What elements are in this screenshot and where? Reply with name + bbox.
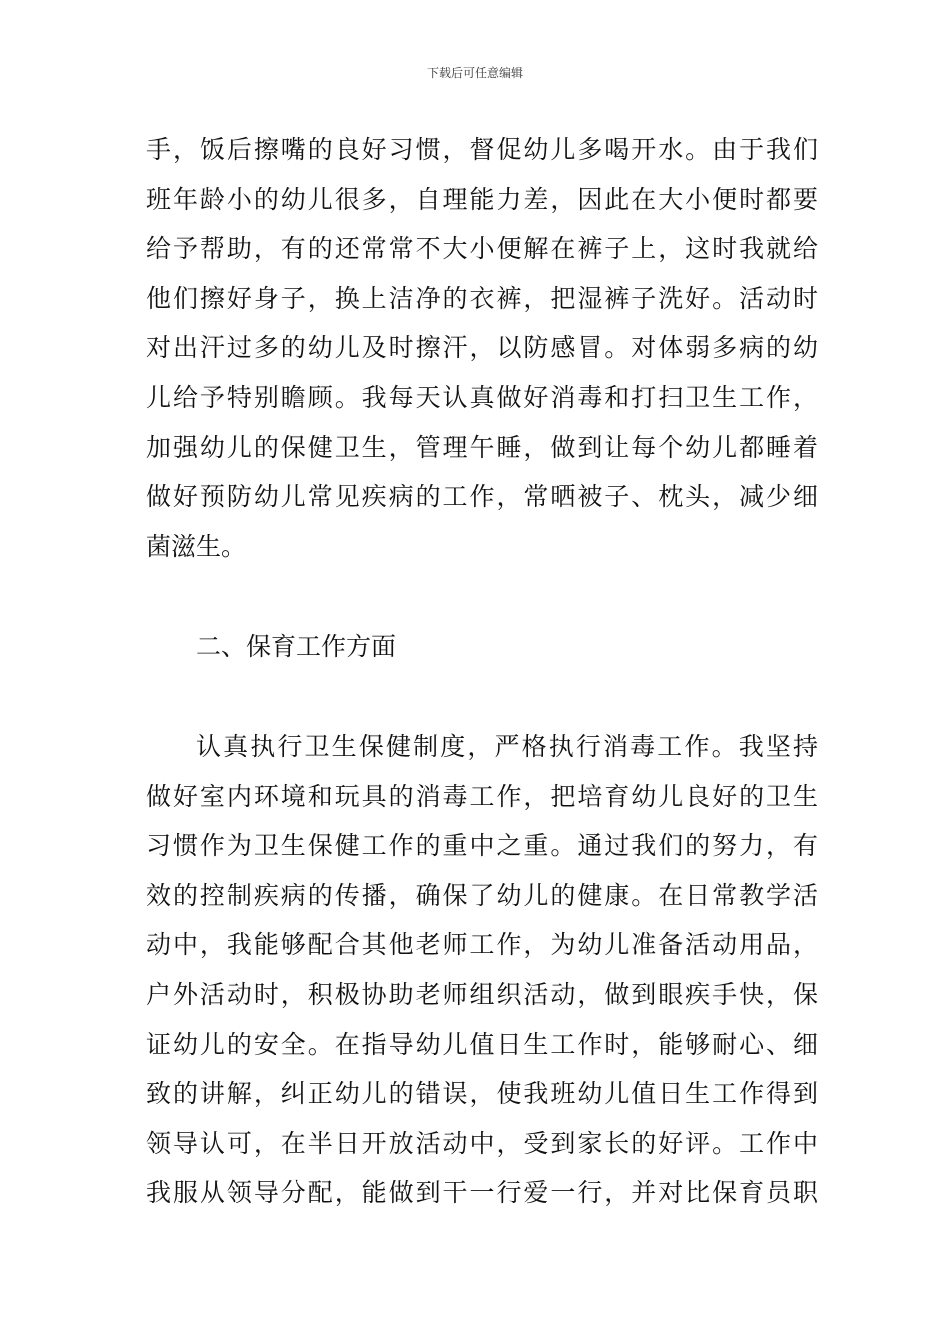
paragraph-line: 班年龄小的幼儿很多，自理能力差，因此在大小便时都要 — [146, 184, 818, 214]
paragraph-line: 给予帮助，有的还常常不大小便解在裤子上，这时我就给 — [146, 234, 818, 264]
paragraph-line: 手，饭后擦嘴的良好习惯，督促幼儿多喝开水。由于我们 — [146, 135, 818, 164]
page-header: 下载后可任意编辑 — [426, 66, 523, 80]
section-heading: 二、保育工作方面 — [196, 632, 397, 661]
paragraph-line: 加强幼儿的保健卫生，管理午睡，做到让每个幼儿都睡着 — [146, 432, 818, 462]
paragraph-line: 我服从领导分配，能做到干一行爱一行，并对比保育员职 — [146, 1178, 818, 1208]
paragraph-line: 认真执行卫生保健制度，严格执行消毒工作。我坚持 — [196, 732, 818, 761]
paragraph-line: 效的控制疾病的传播，确保了幼儿的健康。在日常教学活 — [146, 880, 818, 910]
paragraph-line: 儿给予特别瞻顾。我每天认真做好消毒和打扫卫生工作， — [146, 382, 818, 412]
paragraph-line: 证幼儿的安全。在指导幼儿值日生工作时，能够耐心、细 — [146, 1029, 818, 1059]
paragraph-line: 致的讲解，纠正幼儿的错误，使我班幼儿值日生工作得到 — [146, 1079, 818, 1109]
paragraph-line: 对出汗过多的幼儿及时擦汗，以防感冒。对体弱多病的幼 — [146, 333, 818, 363]
paragraph-line: 动中，我能够配合其他老师工作，为幼儿准备活动用品， — [146, 930, 818, 960]
paragraph-line: 菌滋生。 — [146, 531, 247, 561]
paragraph-2 — [146, 722, 818, 1218]
paragraph-line: 做好预防幼儿常见疾病的工作，常晒被子、枕头，减少细 — [146, 482, 818, 512]
paragraph-line: 领导认可，在半日开放活动中，受到家长的好评。工作中 — [146, 1128, 818, 1158]
paragraph-line: 做好室内环境和玩具的消毒工作，把培育幼儿良好的卫生 — [146, 781, 818, 811]
paragraph-1 — [146, 125, 818, 571]
paragraph-line: 习惯作为卫生保健工作的重中之重。通过我们的努力，有 — [146, 831, 818, 861]
paragraph-line: 户外活动时，积极协助老师组织活动，做到眼疾手快，保 — [146, 979, 818, 1009]
paragraph-line: 他们擦好身子，换上洁净的衣裤，把湿裤子洗好。活动时 — [146, 283, 818, 313]
